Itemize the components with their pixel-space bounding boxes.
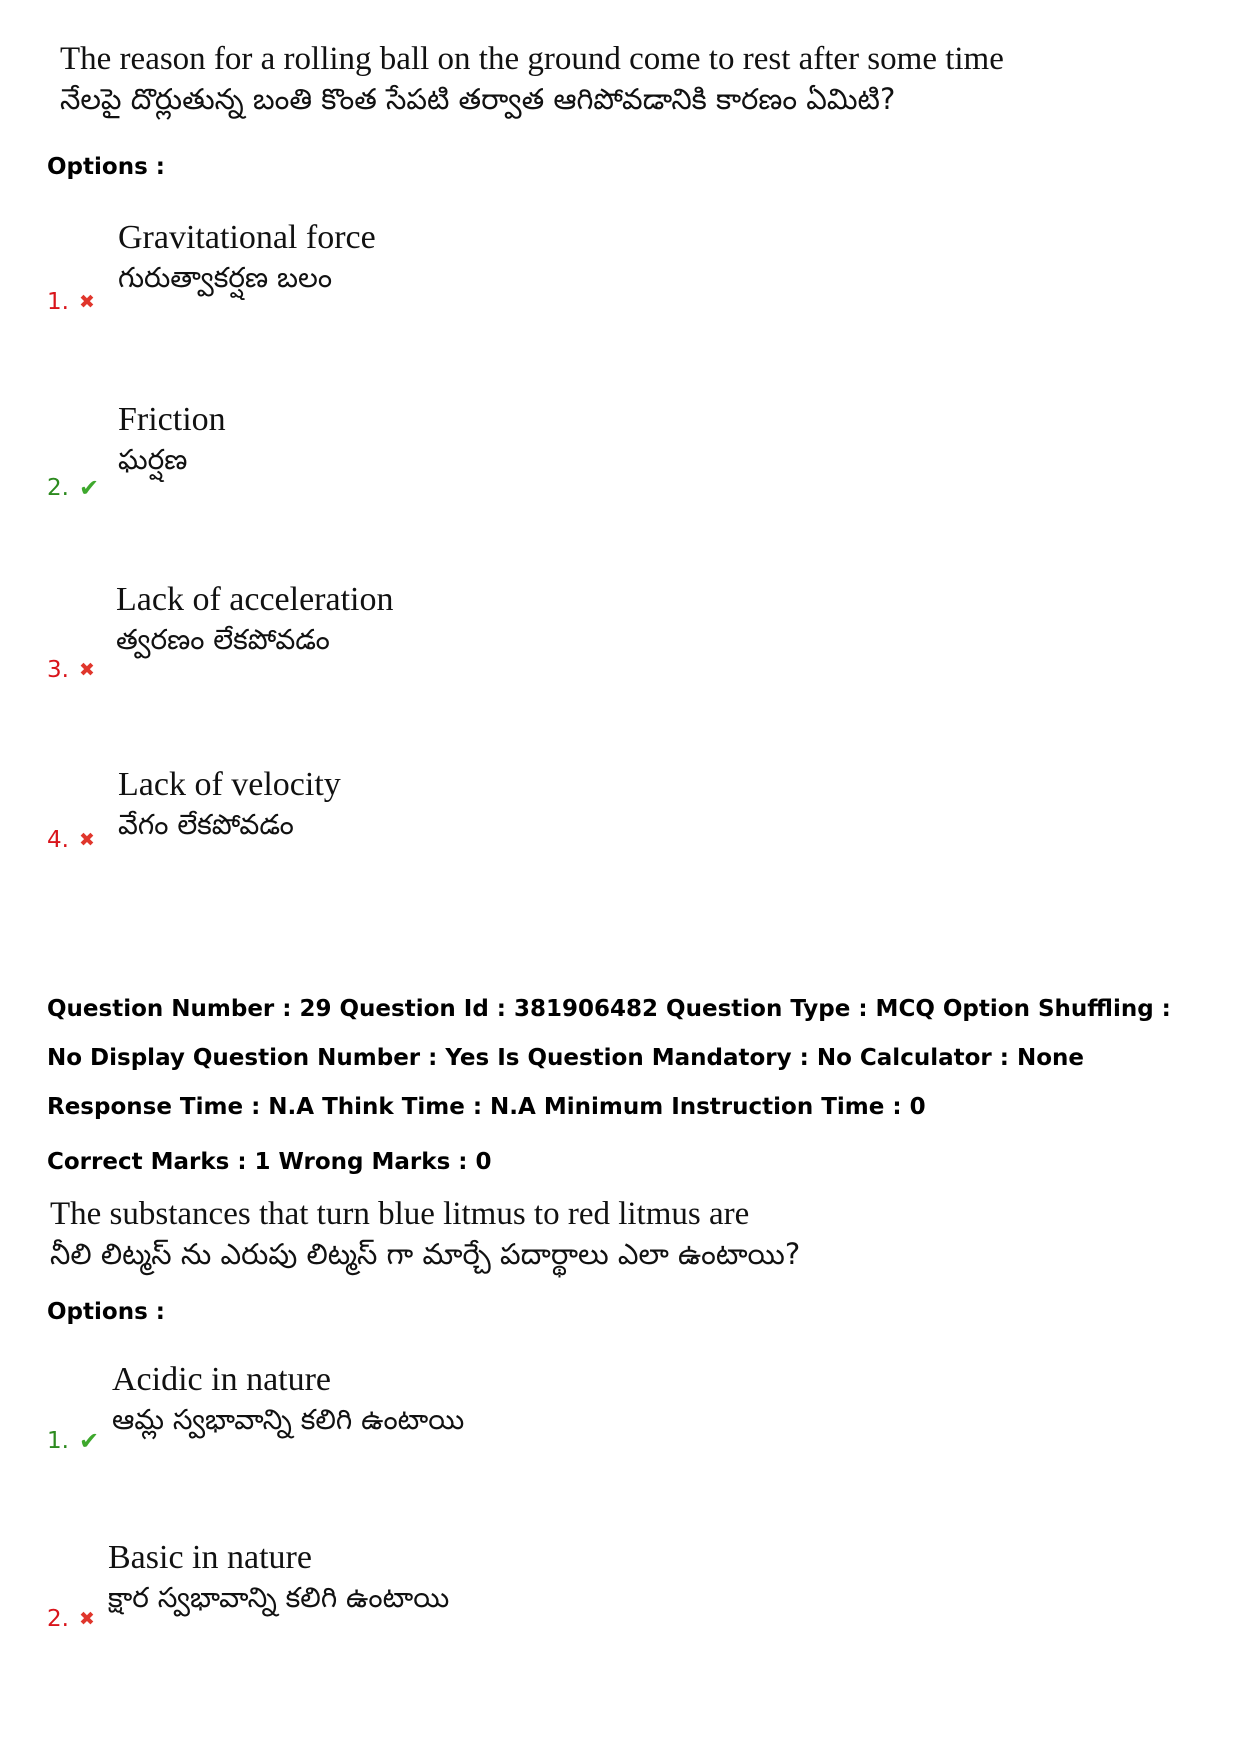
cross-icon: ✖ (78, 291, 95, 313)
q28-option-4[interactable]: Lack of velocity వేగం లేకపోవడం (118, 766, 341, 841)
check-icon: ✔ (78, 1427, 100, 1455)
cross-icon: ✖ (78, 829, 95, 851)
q28-option-3[interactable]: Lack of acceleration త్వరణం లేకపోవడం (116, 581, 394, 656)
question-28-text-en: The reason for a rolling ball on the ground come to rest after some time (60, 41, 1004, 77)
question-29-marks: Correct Marks : 1 Wrong Marks : 0 (47, 1149, 492, 1175)
q28-option-1-number: 1. ✖ (47, 289, 95, 315)
question-28-text-te: నేలపై దొర్లుతున్న బంతి కొంత సేపటి తర్వాత ఆగిపోవడానికి కారణం ఏమిటి? (60, 81, 896, 116)
q28-option-1[interactable]: Gravitational force గురుత్వాకర్షణ బలం (118, 219, 376, 294)
options-label: Options : (47, 1299, 165, 1325)
cross-icon: ✖ (78, 1608, 95, 1630)
q28-option-4-number: 4. ✖ (47, 827, 95, 853)
check-icon: ✔ (78, 474, 100, 502)
q28-option-3-number: 3. ✖ (47, 657, 95, 683)
question-29-text-te: నీలి లిట్మస్ ను ఎరుపు లిట్మస్ గా మార్చే పదార్థాలు ఎలా ఉంటాయి? (50, 1236, 801, 1271)
question-28-text (60, 40, 1004, 116)
q29-option-2-number: 2. ✖ (47, 1606, 95, 1632)
options-label: Options : (47, 154, 165, 180)
q29-option-1-number: 1. ✔ (47, 1427, 100, 1455)
q29-option-2[interactable]: Basic in nature క్షార స్వభావాన్ని కలిగి ఉంటాయి (108, 1539, 450, 1614)
question-29-text (50, 1195, 800, 1271)
q28-option-2[interactable]: Friction ఘర్షణ (118, 401, 226, 476)
q28-option-2-number: 2. ✔ (47, 474, 100, 502)
cross-icon: ✖ (78, 659, 95, 681)
question-29-text-en: The substances that turn blue litmus to red litmus are (50, 1196, 750, 1232)
question-29-metadata: Question Number : 29 Question Id : 381906482 Question Type : MCQ Option Shuffling : No Display Question Number : Yes Is Question Mandatory : No Calculator : None Response Time : N.A Think Time : N.A Minimum Instruction Time : 0 (47, 996, 1171, 1120)
q29-option-1[interactable]: Acidic in nature ఆమ్ల స్వభావాన్ని కలిగి ఉంటాయి (112, 1361, 465, 1436)
